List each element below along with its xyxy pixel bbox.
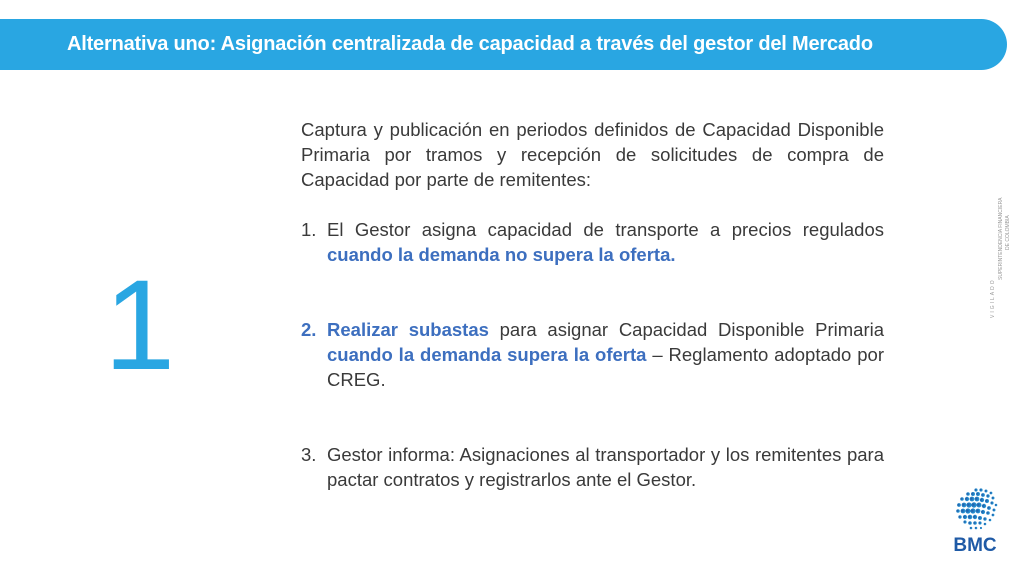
list-text (327, 217, 884, 267)
stamp-line: SUPERINTENDENCIA FINANCIERA (998, 197, 1004, 280)
list-text-highlight: Realizar subastas (327, 319, 489, 340)
list-text-highlight: cuando la demanda no supera la oferta. (327, 244, 676, 265)
bmc-logo-text: BMC (953, 535, 997, 556)
slide-content (301, 117, 884, 492)
list-text-plain: para asignar Capacidad Disponible Primaria (488, 319, 884, 340)
list-number: 3. (301, 444, 317, 465)
list-item-1 (301, 217, 884, 267)
list-text-highlight: cuando la demanda supera la oferta (327, 344, 647, 365)
list-text-plain: El Gestor asigna capacidad de transporte a precios regulados (327, 219, 884, 240)
list-item-2 (301, 317, 884, 392)
list-item-3 (301, 442, 884, 492)
stamp-line: VIGILADO (990, 278, 996, 318)
list-text: Gestor informa: Asignaciones al transportador y los remitentes para pactar contratos y registrarlos ante el Gestor. (327, 444, 884, 490)
list-number: 2. (301, 319, 317, 340)
slide-number: 1 (104, 254, 176, 397)
stamp-line: DE COLOMBIA (1005, 215, 1011, 250)
intro-paragraph: Captura y publicación en periodos definidos de Capacidad Disponible Primaria por tramos y recepción de solicitudes de compra de Capacidad por parte de remitentes: (301, 119, 884, 190)
list-text-plain: – Reglamento adoptado por CREG. (327, 344, 884, 390)
vigilado-stamp (986, 180, 1016, 320)
list-text (327, 317, 884, 392)
list-number: 1. (301, 219, 317, 240)
slide-title: Alternativa uno: Asignación centralizada de capacidad a través del gestor del Mercado (67, 33, 873, 55)
